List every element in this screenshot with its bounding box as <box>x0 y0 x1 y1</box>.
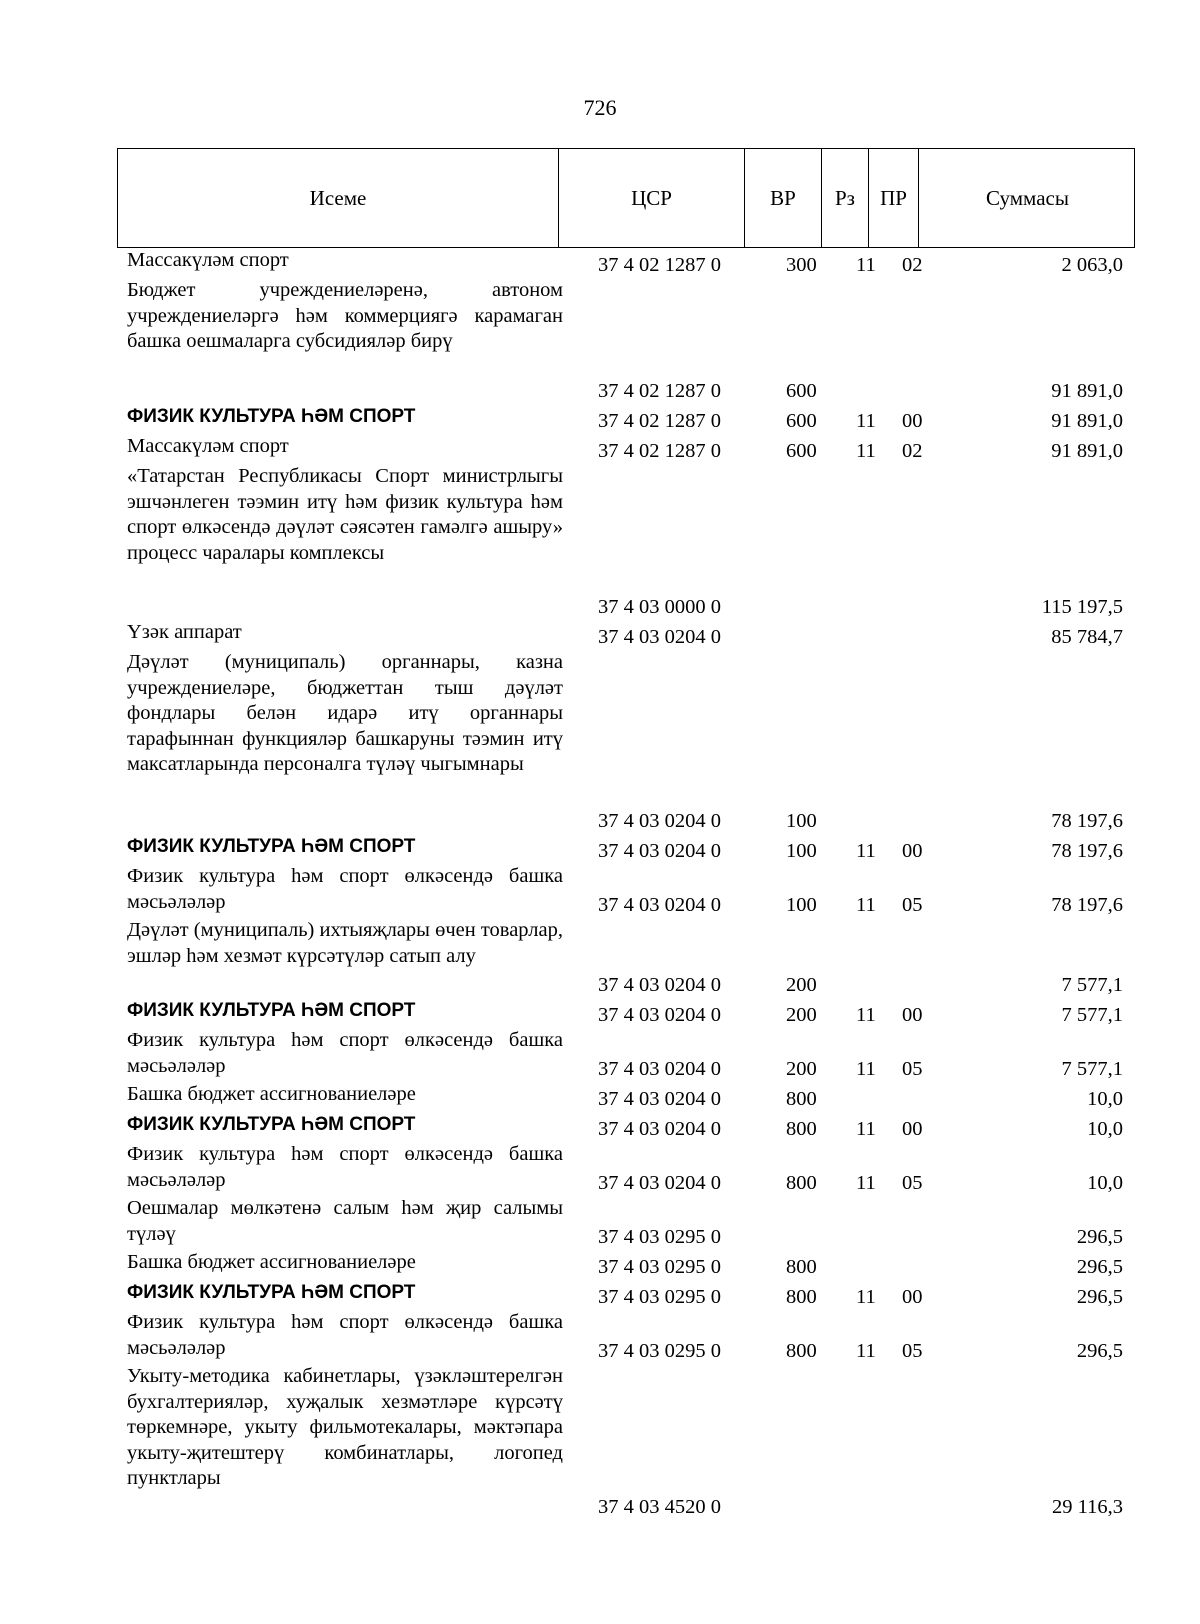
row-sum: 296,5 <box>1076 1255 1123 1278</box>
row-rz: 11 <box>856 1339 876 1362</box>
row-vr: 100 <box>786 893 817 916</box>
row-sum: 296,5 <box>1076 1339 1123 1362</box>
row-csr: 37 4 02 1287 0 <box>598 253 721 276</box>
table-row <box>0 248 1200 278</box>
row-csr: 37 4 03 0204 0 <box>598 1057 721 1080</box>
row-vr: 100 <box>786 839 817 862</box>
row-rz: 11 <box>856 1285 876 1308</box>
row-name: Башка бюджет ассигнованиеләре <box>127 1083 416 1105</box>
table-row <box>0 1082 1200 1112</box>
row-csr: 37 4 03 0204 0 <box>598 1003 721 1026</box>
row-vr: 800 <box>786 1171 817 1194</box>
table-row <box>0 1250 1200 1280</box>
header-sum: Суммасы <box>918 149 1136 247</box>
row-sum: 91 891,0 <box>1051 379 1123 402</box>
row-sum: 7 577,1 <box>1061 973 1123 996</box>
row-csr: 37 4 03 0295 0 <box>598 1255 721 1278</box>
row-name: ФИЗИК КУЛЬТУРА ҺӘМ СПОРТ <box>127 1282 416 1303</box>
row-sum: 78 197,6 <box>1051 839 1123 862</box>
row-csr: 37 4 02 1287 0 <box>598 439 721 462</box>
table-row <box>0 1310 1200 1364</box>
row-rz: 11 <box>856 439 876 462</box>
row-vr: 600 <box>786 439 817 462</box>
row-rz: 11 <box>856 1117 876 1140</box>
row-name: Үзәк аппарат <box>127 621 242 643</box>
row-csr: 37 4 03 0204 0 <box>598 1087 721 1110</box>
row-pr: 00 <box>902 839 923 862</box>
row-name: Дәүләт (муниципаль) органнары, казна учреждениеләре, бюджеттан тыш дәүләт фондлары белән идарә итү органнары тарафыннан функцияләр башкаруны тәэмин итү максатларында персоналга түләү чыгымнары <box>127 651 563 775</box>
table-row <box>0 1142 1200 1196</box>
row-sum: 296,5 <box>1076 1225 1123 1248</box>
table-row <box>0 998 1200 1028</box>
table-row <box>0 1196 1200 1250</box>
row-sum: 296,5 <box>1076 1285 1123 1308</box>
row-csr: 37 4 03 0295 0 <box>598 1339 721 1362</box>
table-row <box>0 834 1200 864</box>
table-row <box>0 464 1200 620</box>
table-row <box>0 1112 1200 1142</box>
row-name: Башка бюджет ассигнованиеләре <box>127 1251 416 1273</box>
row-vr: 800 <box>786 1339 817 1362</box>
row-pr: 00 <box>902 1117 923 1140</box>
row-vr: 200 <box>786 973 817 996</box>
row-pr: 00 <box>902 1003 923 1026</box>
table-body <box>0 248 1200 1520</box>
row-pr: 00 <box>902 1285 923 1308</box>
row-name: ФИЗИК КУЛЬТУРА ҺӘМ СПОРТ <box>127 1114 416 1135</box>
row-rz: 11 <box>856 1003 876 1026</box>
row-csr: 37 4 02 1287 0 <box>598 409 721 432</box>
row-pr: 02 <box>902 253 923 276</box>
table-header <box>117 148 1135 248</box>
row-pr: 05 <box>902 1339 923 1362</box>
row-csr: 37 4 03 0204 0 <box>598 625 721 648</box>
table-row <box>0 918 1200 998</box>
row-csr: 37 4 03 0204 0 <box>598 809 721 832</box>
row-csr: 37 4 03 0295 0 <box>598 1285 721 1308</box>
row-name: Оешмалар мөлкәтенә салым һәм җир салымы түләү <box>127 1197 563 1245</box>
row-vr: 600 <box>786 379 817 402</box>
row-vr: 100 <box>786 809 817 832</box>
row-pr: 05 <box>902 1057 923 1080</box>
row-sum: 2 063,0 <box>1061 253 1123 276</box>
row-pr: 02 <box>902 439 923 462</box>
row-sum: 10,0 <box>1087 1087 1123 1110</box>
row-sum: 7 577,1 <box>1061 1057 1123 1080</box>
header-vr: ВР <box>744 149 821 247</box>
row-name: Массакүләм спорт <box>127 249 289 271</box>
header-name: Исеме <box>309 185 367 210</box>
row-sum: 78 197,6 <box>1051 893 1123 916</box>
row-name: Физик культура һәм спорт өлкәсендә башка мәсьәләләр <box>127 1029 563 1077</box>
row-rz: 11 <box>856 839 876 862</box>
row-rz: 11 <box>856 409 876 432</box>
row-name: ФИЗИК КУЛЬТУРА ҺӘМ СПОРТ <box>127 406 416 427</box>
row-name: Физик культура һәм спорт өлкәсендә башка мәсьәләләр <box>127 1311 563 1359</box>
row-sum: 10,0 <box>1087 1171 1123 1194</box>
row-name: «Татарстан Республикасы Спорт министрлыгы эшчәнлеген тәэмин итү һәм физик культура һәм спорт өлкәсендә дәүләт сәясәтен гамәлгә ашыру» процесс чаралары комплексы <box>127 465 563 564</box>
row-name: Дәүләт (муниципаль) ихтыяҗлары өчен товарлар, эшләр һәм хезмәт күрсәтүләр сатып алу <box>127 919 563 967</box>
row-rz: 11 <box>856 893 876 916</box>
row-rz: 11 <box>856 1057 876 1080</box>
table-row <box>0 278 1200 404</box>
row-sum: 91 891,0 <box>1051 439 1123 462</box>
table-row <box>0 620 1200 650</box>
table-row <box>0 1028 1200 1082</box>
table-row <box>0 404 1200 434</box>
row-rz: 11 <box>856 253 876 276</box>
row-name: Укыту-методика кабинетлары, үзәкләштерелгән бухгалтерияләр, хуҗалык хезмәтләре күрсәтү төркемнәре, укыту фильмотекалары, мәктәпара укыту-җитештерү комбинатлары, логопед пунктлары <box>127 1365 563 1489</box>
header-pr: ПР <box>868 149 918 247</box>
row-rz: 11 <box>856 1171 876 1194</box>
header-rz: Рз <box>821 149 868 247</box>
table-row <box>0 650 1200 834</box>
table-row <box>0 864 1200 918</box>
row-sum: 115 197,5 <box>1041 595 1123 618</box>
row-vr: 200 <box>786 1057 817 1080</box>
row-csr: 37 4 03 0204 0 <box>598 839 721 862</box>
row-pr: 05 <box>902 893 923 916</box>
row-sum: 29 116,3 <box>1052 1495 1123 1518</box>
row-pr: 00 <box>902 409 923 432</box>
row-csr: 37 4 03 0204 0 <box>598 1117 721 1140</box>
table-row <box>0 1364 1200 1520</box>
row-name: Физик культура һәм спорт өлкәсендә башка мәсьәләләр <box>127 1143 563 1191</box>
row-vr: 800 <box>786 1087 817 1110</box>
row-csr: 37 4 03 0204 0 <box>598 1171 721 1194</box>
row-sum: 91 891,0 <box>1051 409 1123 432</box>
table-row <box>0 434 1200 464</box>
row-vr: 800 <box>786 1285 817 1308</box>
row-name: Бюджет учреждениеләренә, автоном учреждениеләргә һәм коммерциягә карамаган башка оешмаларга субсидияләр бирү <box>127 279 563 352</box>
row-csr: 37 4 03 0000 0 <box>598 595 721 618</box>
row-sum: 78 197,6 <box>1051 809 1123 832</box>
page-number: 726 <box>583 95 617 120</box>
row-csr: 37 4 03 0204 0 <box>598 893 721 916</box>
row-vr: 300 <box>786 253 817 276</box>
row-csr: 37 4 03 4520 0 <box>598 1495 721 1518</box>
row-sum: 7 577,1 <box>1061 1003 1123 1026</box>
row-name: ФИЗИК КУЛЬТУРА ҺӘМ СПОРТ <box>127 1000 416 1021</box>
table-row <box>0 1280 1200 1310</box>
row-vr: 800 <box>786 1117 817 1140</box>
row-sum: 10,0 <box>1087 1117 1123 1140</box>
row-pr: 05 <box>902 1171 923 1194</box>
row-name: Массакүләм спорт <box>127 435 289 457</box>
row-name: ФИЗИК КУЛЬТУРА ҺӘМ СПОРТ <box>127 836 416 857</box>
row-csr: 37 4 03 0204 0 <box>598 973 721 996</box>
row-sum: 85 784,7 <box>1051 625 1123 648</box>
row-csr: 37 4 02 1287 0 <box>598 379 721 402</box>
row-vr: 800 <box>786 1255 817 1278</box>
row-vr: 600 <box>786 409 817 432</box>
row-vr: 200 <box>786 1003 817 1026</box>
row-name: Физик культура һәм спорт өлкәсендә башка мәсьәләләр <box>127 865 563 913</box>
header-csr: ЦСР <box>558 149 744 247</box>
row-csr: 37 4 03 0295 0 <box>598 1225 721 1248</box>
